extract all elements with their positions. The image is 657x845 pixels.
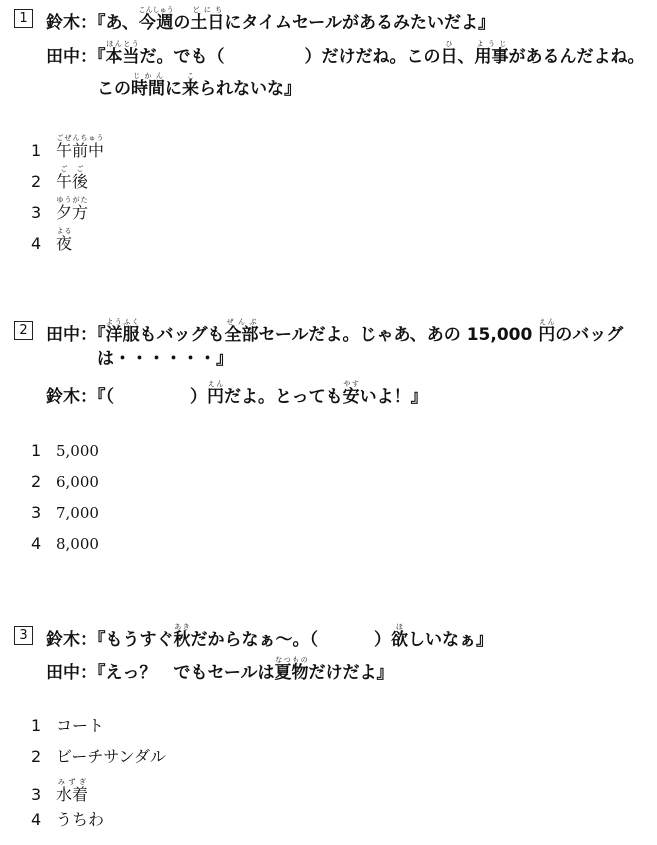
answer-option[interactable]: 1 コート <box>31 716 105 735</box>
speaker-name: 鈴木： <box>46 630 97 650</box>
answer-option[interactable]: 1 5,000 <box>31 441 99 460</box>
ruby-word: 来こ <box>182 72 199 99</box>
dialogue-line: は・・・・・・』 <box>97 349 233 369</box>
ruby-word: 秋あき <box>173 623 191 650</box>
ruby-word: 円えん <box>538 318 556 345</box>
ruby-word: 安やす <box>342 380 360 407</box>
answer-option[interactable]: 3 夕方ゆうがた <box>31 196 89 222</box>
answer-option[interactable]: 2 ビーチサンダル <box>31 747 166 766</box>
ruby-word: 土日どにち <box>190 6 225 33</box>
answer-option[interactable]: 1 午前中ごぜんちゅう <box>31 134 105 160</box>
answer-option[interactable]: 4 8,000 <box>31 534 99 553</box>
dialogue-line: 田中：『えっ？ でもセールは夏物なつものだけだよ』 <box>46 656 394 683</box>
dialogue-line: 鈴木：『（ ）円えんだよ。とっても安やすいよ！』 <box>46 380 428 407</box>
ruby-word: 夏物なつもの <box>274 656 309 683</box>
answer-option[interactable]: 3 水着みずぎ <box>31 778 89 804</box>
question-number-box: 3 <box>14 626 33 645</box>
speaker-name: 鈴木： <box>46 13 97 33</box>
answer-option[interactable]: 2 午後ごご <box>31 165 89 191</box>
answer-option[interactable]: 3 7,000 <box>31 503 99 522</box>
ruby-word: 洋服ようふく <box>105 318 140 345</box>
ruby-word: 全部ぜんぶ <box>224 318 259 345</box>
ruby-word: 用事ようじ <box>474 40 509 67</box>
question-number-box: 1 <box>14 9 33 28</box>
question-number-box: 2 <box>14 321 33 340</box>
dialogue-line: この時間じかんに来こられないな』 <box>97 72 301 99</box>
ruby-word: 時間じかん <box>131 72 165 99</box>
ruby-word: 本当ほんとう <box>105 40 140 67</box>
answer-option[interactable]: 4 うちわ <box>31 810 105 829</box>
speaker-name: 田中： <box>46 663 97 683</box>
ruby-word: 円えん <box>207 380 224 407</box>
dialogue-line: 田中：『本当ほんとうだ。でも（ ）だけだね。この日ひ、用事ようじがあるんだよね。 <box>46 40 645 67</box>
dialogue-line: 田中：『洋服ようふくもバッグも全部ぜんぶセールだよ。じゃあ、あの 15,000 円えんのバッグ <box>46 318 624 345</box>
ruby-word: 日ひ <box>440 40 458 67</box>
answer-option[interactable]: 2 6,000 <box>31 472 99 491</box>
dialogue-line: 鈴木：『あ、今週こんしゅうの土日どにちにタイムセールがあるみたいだよ』 <box>46 6 495 33</box>
answer-option[interactable]: 4 夜よる <box>31 227 73 253</box>
speaker-name: 田中： <box>46 47 97 67</box>
speaker-name: 鈴木： <box>46 387 97 407</box>
dialogue-line: 鈴木：『もうすぐ秋あきだからなぁ〜。（ ）欲ほしいなぁ』 <box>46 623 493 650</box>
ruby-word: 今週こんしゅう <box>138 6 174 33</box>
ruby-word: 欲ほ <box>391 623 408 650</box>
speaker-name: 田中： <box>46 325 97 345</box>
